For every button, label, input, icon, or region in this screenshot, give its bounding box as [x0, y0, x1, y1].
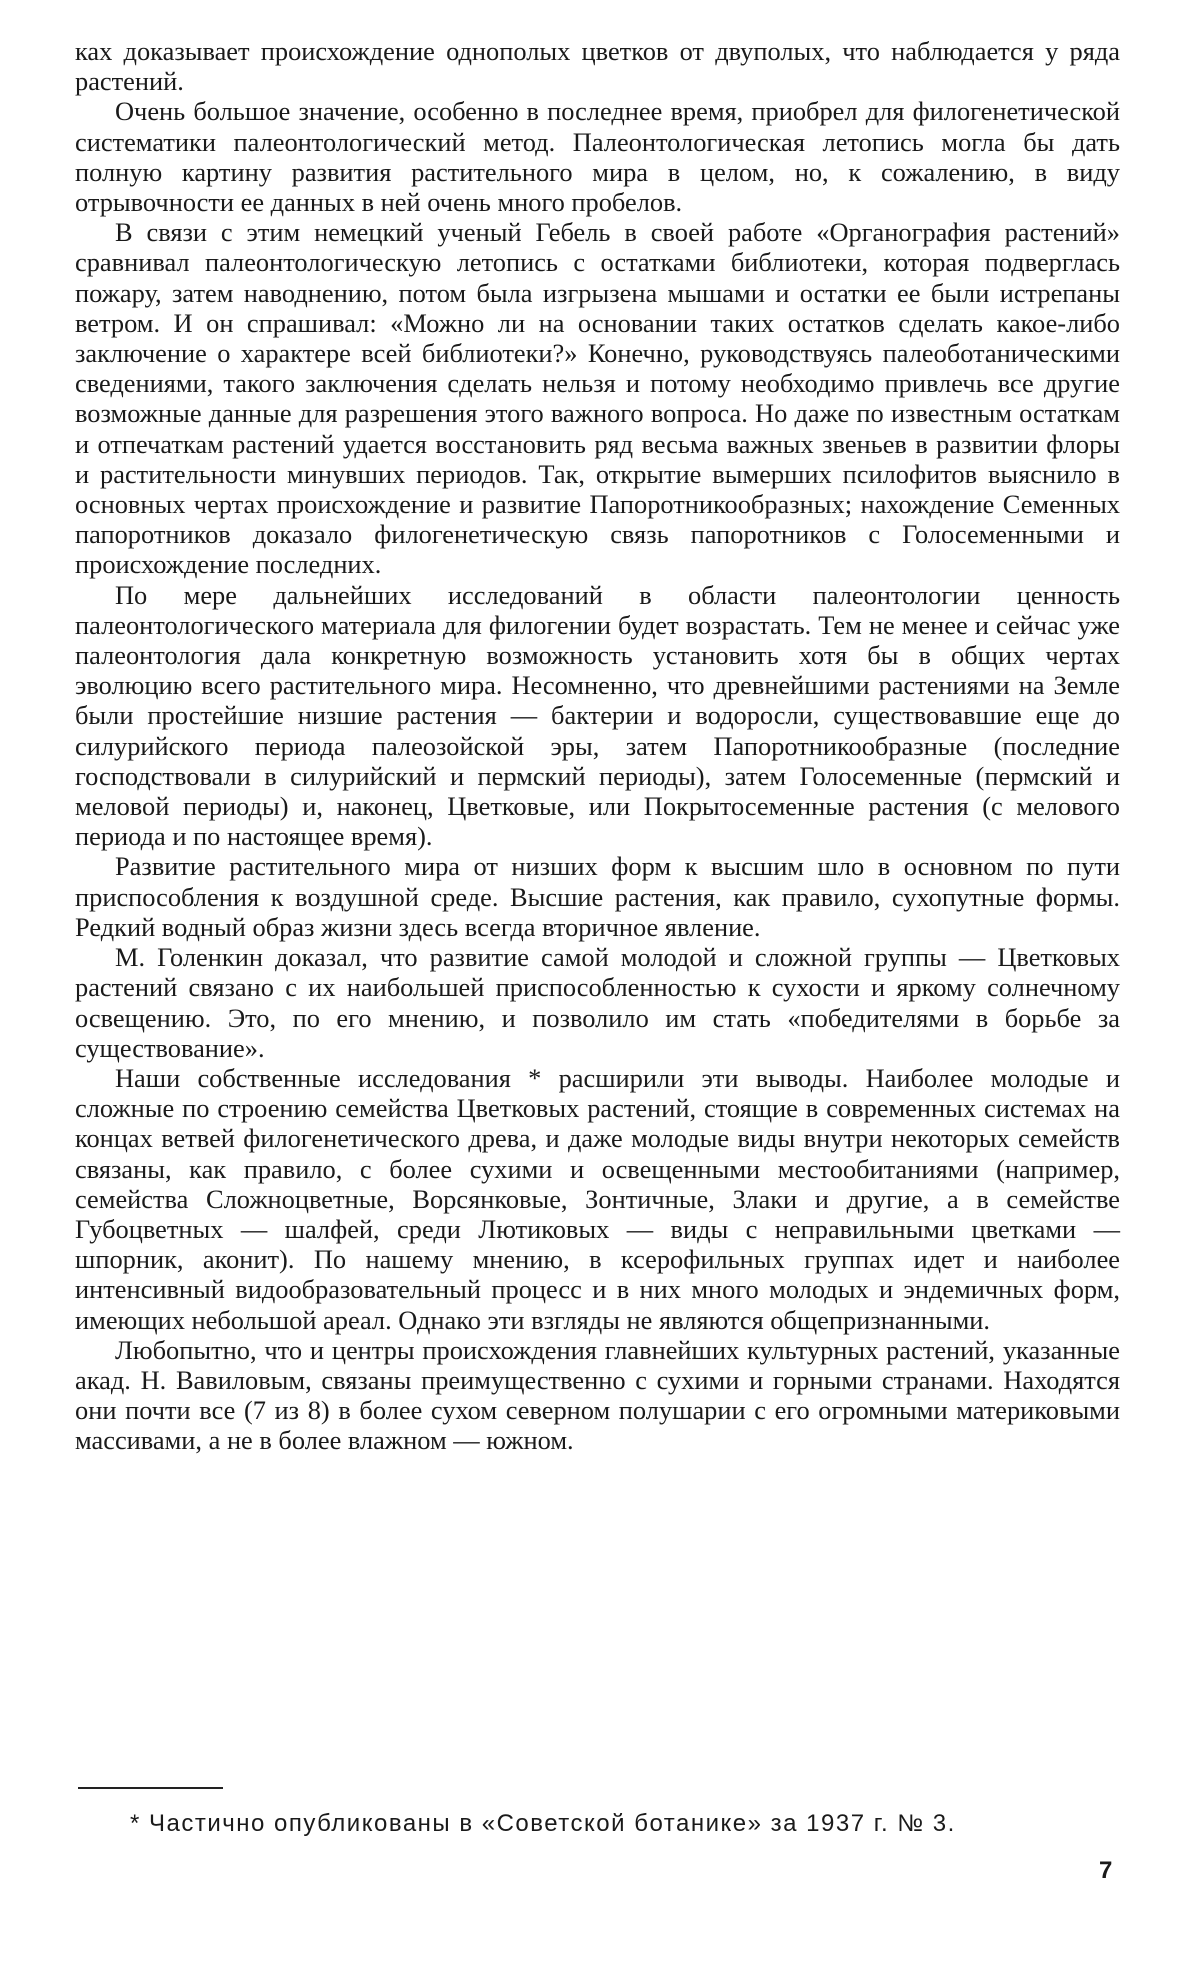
footnote-divider: [78, 1787, 223, 1789]
footnote: * Частично опубликованы в «Советской ботанике» за 1937 г. № 3.: [130, 1810, 956, 1837]
paragraph-continued: ках доказывает происхождение однополых цветков от двуполых, что наблюдается у ряда растений.: [75, 36, 1120, 97]
page-number: 7: [1099, 1857, 1113, 1884]
paragraph-air-adaptation: Развитие растительного мира от низших форм к высшим шло в основном по пути приспособления к воздушной среде. Высшие растения, как правило, сухопутные формы. Редкий водный образ жизни здесь всегда вторичное явление.: [75, 851, 1120, 942]
page-body: [75, 36, 1120, 1456]
paragraph-further-research: По мере дальнейших исследований в области палеонтологии ценность палеонтологического материала для филогении будет возрастать. Тем не менее и сейчас уже палеонтология дала конкретную возможность установить хотя бы в общих чертах эволюцию всего растительного мира. Несомненно, что древнейшими растениями на Земле были простейшие низшие растения — бактерии и водоросли, существовавшие еще до силурийского периода палеозойской эры, затем Папоротникообразные (последние господствовали в силурийский и пермский периоды), затем Голосеменные (пермский и меловой периоды) и, наконец, Цветковые, или Покрытосеменные растения (с мелового периода и по настоящее время).: [75, 579, 1120, 852]
paragraph-vavilov-centers: Любопытно, что и центры происхождения главнейших культурных растений, указанные акад. Н. Вавиловым, связаны преимущественно с сухими и горными странами. Находятся они почти все (7 из 8) в более сухом северном полушарии с его огромными материковыми массивами, а не в более влажном — южном.: [75, 1334, 1120, 1456]
paragraph-golenkin: М. Голенкин доказал, что развитие самой молодой и сложной группы — Цветковых растений связано с их наибольшей приспособленностью к сухости и яркому солнечному освещению. Это, по его мнению, и позволило им стать «победителями в борьбе за существование».: [75, 942, 1120, 1063]
paragraph-own-research: Наши собственные исследования * расширили эти выводы. Наиболее молодые и сложные по строению семейства Цветковых растений, стоящие в современных системах на концах ветвей филогенетического древа, и даже молодые виды внутри некоторых семейств связаны, как правило, с более сухими и освещенными местообитаниями (например, семейства Сложноцветные, Ворсянковые, Зонтичные, Злаки и другие, а в семействе Губоцветных — шалфей, среди Лютиковых — виды с неправильными цветками — шпорник, аконит). По нашему мнению, в ксерофильных группах идет и наиболее интенсивный видообразовательный процесс и в них много молодых и эндемичных форм, имеющих небольшой ареал. Однако эти взгляды не являются общепризнанными.: [75, 1062, 1120, 1335]
paragraph-goebel-library: В связи с этим немецкий ученый Гебель в своей работе «Органография растений» сравнивал палеонтологическую летопись с остатками библиотеки, которая подверглась пожару, затем наводнению, потом была изгрызена мышами и остатки ее были истрепаны ветром. И он спрашивал: «Можно ли на основании таких остатков сделать какое-либо заключение о характере всей библиотеки?» Конечно, руководствуясь палеоботаническими сведениями, такого заключения сделать нельзя и потому необходимо привлечь все другие возможные данные для разрешения этого важного вопроса. Но даже по известным остаткам и отпечаткам растений удается восстановить ряд весьма важных звеньев в развитии флоры и растительности минувших периодов. Так, открытие вымерших псилофитов выяснило в основных чертах происхождение и развитие Папоротникообразных; нахождение Семенных папоротников доказало филогенетическую связь папоротников с Голосеменными и происхождение последних.: [75, 217, 1120, 580]
paragraph-paleontological-method: Очень большое значение, особенно в последнее время, приобрел для филогенетической систематики палеонтологический метод. Палеонтологическая летопись могла бы дать полную картину развития растительного мира в целом, но, к сожалению, в виду отрывочности ее данных в ней очень много пробелов.: [75, 96, 1120, 218]
